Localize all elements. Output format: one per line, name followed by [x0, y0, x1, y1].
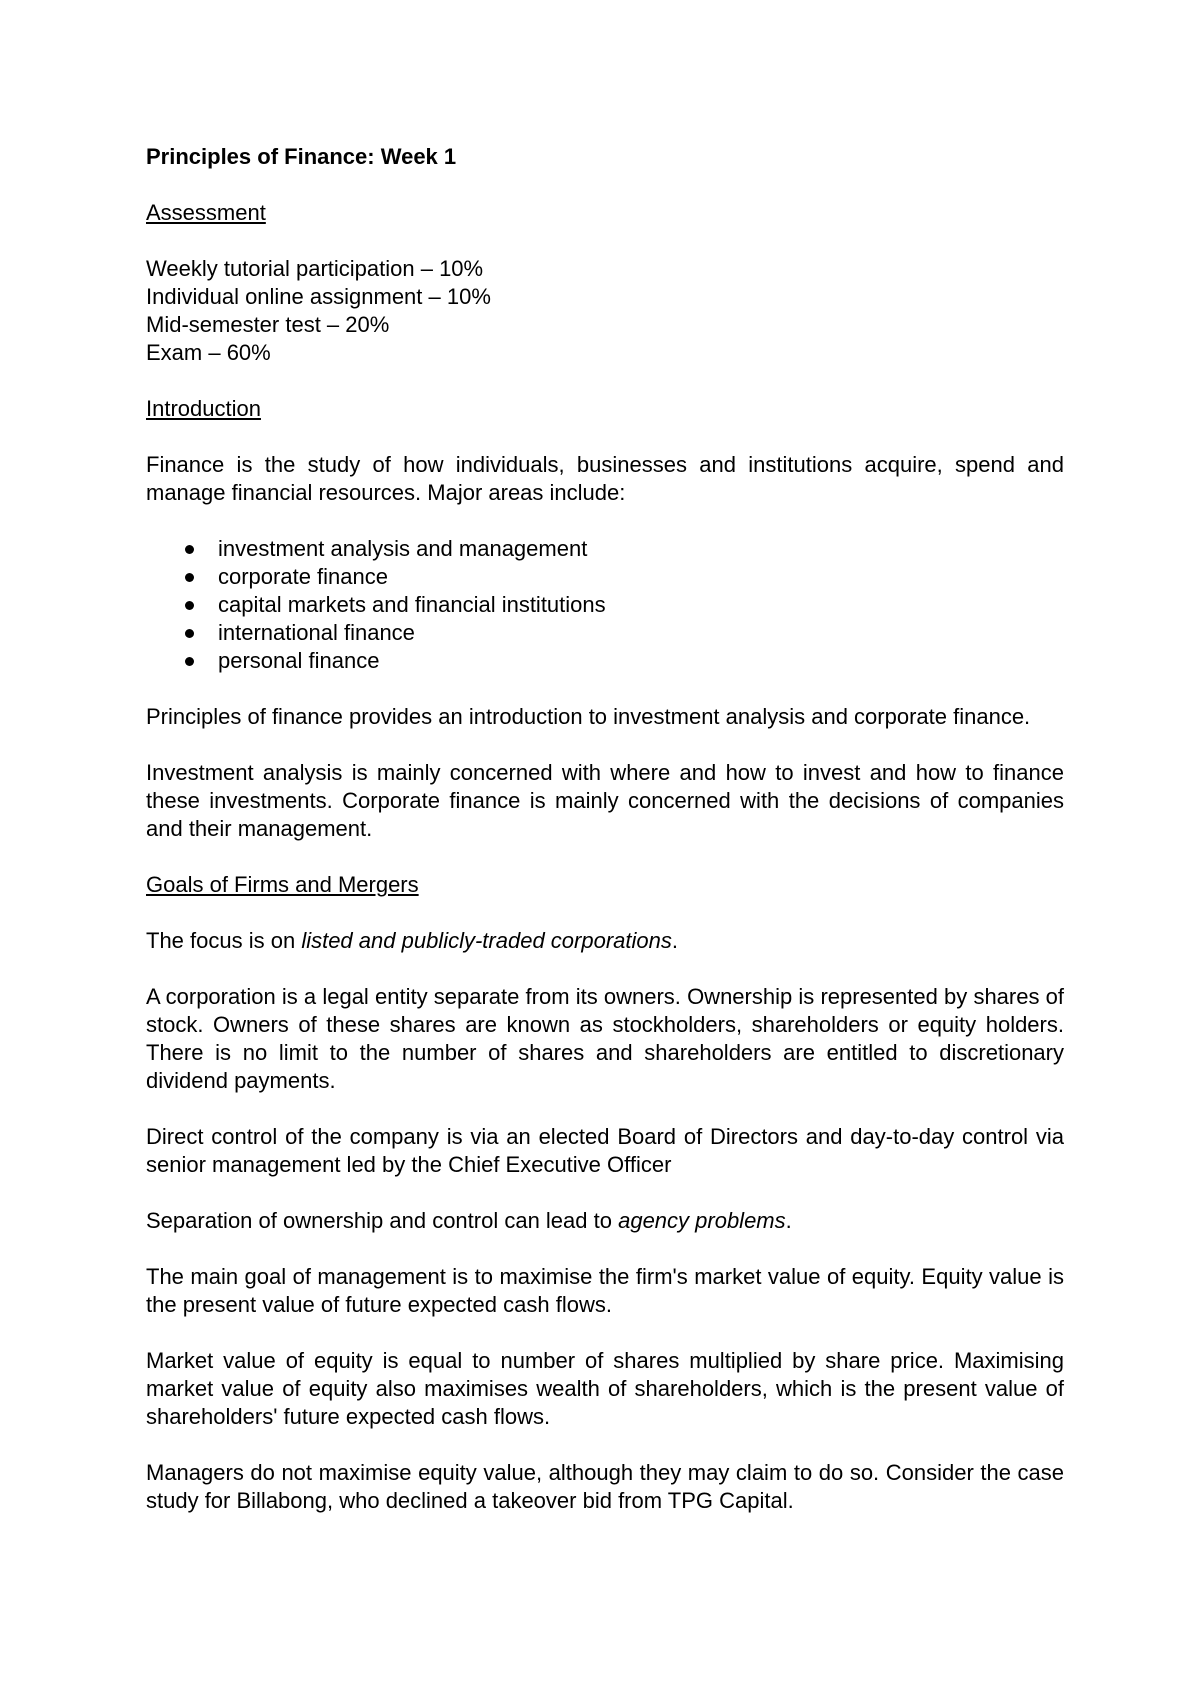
list-item-text: personal finance	[218, 648, 380, 673]
bullet-icon	[185, 657, 194, 666]
list-item	[146, 535, 1064, 563]
goals-heading: Goals of Firms and Mergers	[146, 872, 419, 897]
introduction-paragraph: Finance is the study of how individuals, businesses and institutions acquire, spend and manage financial resources. Major areas include:	[146, 452, 1064, 505]
bullet-icon	[185, 573, 194, 582]
assessment-item: Mid-semester test – 20%	[146, 312, 390, 337]
separation-text: Separation of ownership and control can lead to	[146, 1208, 619, 1233]
list-item-text: international finance	[218, 620, 415, 645]
list-item	[146, 647, 1064, 675]
focus-text: The focus is on	[146, 928, 302, 953]
list-item	[146, 563, 1064, 591]
separation-emphasis: agency problems	[618, 1208, 786, 1233]
document-page	[146, 143, 1064, 1543]
assessment-item: Individual online assignment – 10%	[146, 284, 491, 309]
focus-end: .	[671, 928, 678, 953]
list-item	[146, 591, 1064, 619]
document-title: Principles of Finance: Week 1	[146, 144, 457, 169]
assessment-item: Weekly tutorial participation – 10%	[146, 256, 484, 281]
investment-analysis-paragraph: Investment analysis is mainly concerned with where and how to invest and how to finance these investments. Corporate finance is mainly concerned with the decisions of companies and their management.	[146, 760, 1064, 841]
principles-paragraph: Principles of finance provides an introduction to investment analysis and corporate finance.	[146, 704, 1031, 729]
bullet-icon	[185, 601, 194, 610]
list-item	[146, 619, 1064, 647]
focus-paragraph	[146, 927, 1064, 955]
bullet-icon	[185, 629, 194, 638]
market-value-paragraph: Market value of equity is equal to number of shares multiplied by share price. Maximising market value of equity also maximises wealth of shareholders, which is the present value of shareholders' future expected cash flows.	[146, 1348, 1064, 1429]
assessment-item: Exam – 60%	[146, 340, 271, 365]
separation-paragraph	[146, 1207, 1064, 1235]
assessment-heading: Assessment	[146, 200, 266, 225]
finance-areas-list	[146, 535, 1064, 675]
managers-paragraph: Managers do not maximise equity value, although they may claim to do so. Consider the case study for Billabong, who declined a takeover bid from TPG Capital.	[146, 1460, 1064, 1513]
control-paragraph: Direct control of the company is via an elected Board of Directors and day-to-day control via senior management led by the Chief Executive Officer	[146, 1124, 1064, 1177]
focus-emphasis: listed and publicly-traded corporations	[301, 928, 672, 953]
introduction-heading: Introduction	[146, 396, 261, 421]
management-goal-paragraph: The main goal of management is to maximise the firm's market value of equity. Equity value is the present value of future expected cash flows.	[146, 1264, 1064, 1317]
assessment-list	[146, 255, 1064, 367]
separation-end: .	[785, 1208, 792, 1233]
list-item-text: capital markets and financial institutions	[218, 592, 606, 617]
list-item-text: corporate finance	[218, 564, 388, 589]
list-item-text: investment analysis and management	[218, 536, 588, 561]
bullet-icon	[185, 545, 194, 554]
corporation-paragraph: A corporation is a legal entity separate from its owners. Ownership is represented by shares of stock. Owners of these shares are known as stockholders, shareholders or equity holders. There is no limit to the number of shares and shareholders are entitled to discretionary dividend payments.	[146, 984, 1064, 1093]
